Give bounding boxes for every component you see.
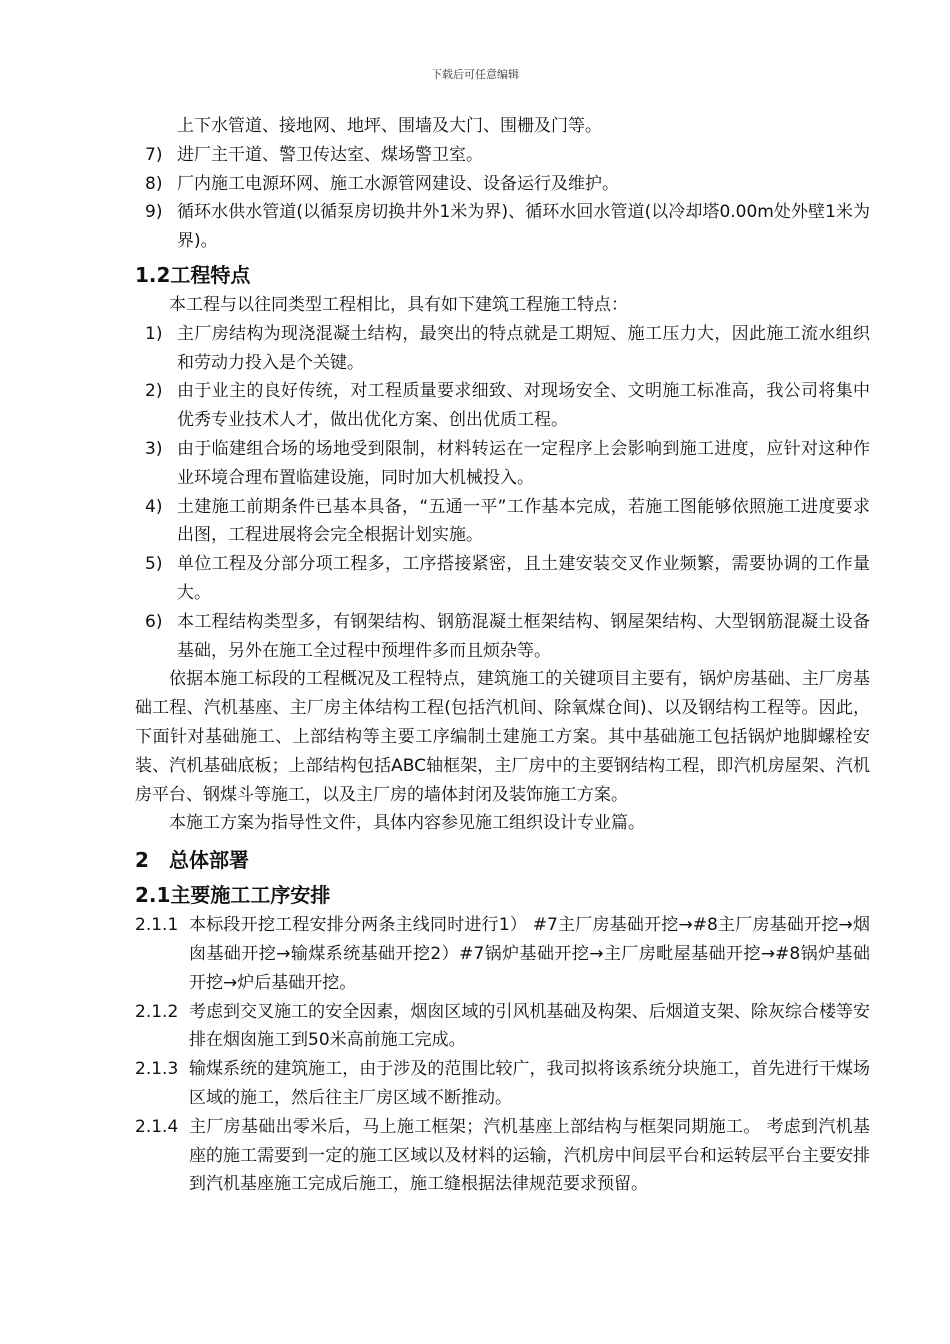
list-text: 主厂房结构为现浇混凝土结构，最突出的特点就是工期短、施工压力大，因此施工流水组织和劳动力投入是个关键。 [177, 323, 870, 373]
section-intro: 本工程与以往同类型工程相比，具有如下建筑工程施工特点： [169, 294, 628, 315]
continued-text: 上下水管道、接地网、地坪、围墙及大门、围栅及门等。 [177, 116, 602, 136]
section-number: 2 [135, 848, 149, 873]
list-text: 输煤系统的建筑施工，由于涉及的范围比较广，我司拟将该系统分块施工，首先进行干煤场区域的施工，然后往主厂房区域不断推动。 [189, 1059, 870, 1108]
list-item [135, 1055, 870, 1113]
list-item [135, 550, 870, 608]
list-text: 由于业主的良好传统，对工程质量要求细致、对现场安全、文明施工标准高，我公司将集中优秀专业技术人才，做出优化方案、创出优质工程。 [177, 381, 870, 431]
list-text: 循环水供水管道(以循泵房切换井外1米为界)、循环水回水管道(以冷却塔0.00m处外壁1米为界)。 [177, 202, 870, 252]
list-item [135, 493, 870, 551]
list-item [135, 1113, 870, 1199]
list-number: 2.1.2 [135, 1001, 179, 1022]
list-text: 土建施工前期条件已基本具备，“五通一平”工作基本完成，若施工图能够依照施工进度要求出图，工程进展将会完全根据计划实施。 [177, 496, 870, 546]
list-number: 5) [145, 554, 163, 575]
section-title: 总体部署 [169, 848, 249, 873]
page-header: 下载后可任意编辑 [431, 68, 519, 81]
list-text: 本标段开挖工程安排分两条主线同时进行1） #7主厂房基础开挖→#8主厂房基础开挖→烟囱基础开挖→输煤系统基础开挖2）#7锅炉基础开挖→主厂房毗屋基础开挖→#8锅炉基础开挖→炉后基础开挖。 [189, 915, 870, 993]
list-number: 6) [145, 611, 163, 632]
body-paragraph: 依据本施工标段的工程概况及工程特点，建筑施工的关键项目主要有，锅炉房基础、主厂房基础工程、汽机基座、主厂房主体结构工程(包括汽机间、除氧煤仓间)、以及钢结构工程等。因此，下面针对基础施工、上部结构等主要工序编制土建施工方案。其中基础施工包括锅炉地脚螺栓安装、汽机基础底板；上部结构包括ABC轴框架，主厂房中的主要钢结构工程，即汽机房屋架、汽机房平台、钢煤斗等施工，以及主厂房的墙体封闭及装饰施工方案。 [135, 669, 870, 805]
body-paragraph: 本施工方案为指导性文件，具体内容参见施工组织设计专业篇。 [169, 813, 645, 834]
list-item [135, 608, 870, 666]
list-text: 本工程结构类型多，有钢架结构、钢筋混凝土框架结构、钢屋架结构、大型钢筋混凝土设备基础，另外在施工全过程中预埋件多而且烦杂等。 [177, 611, 870, 661]
list-number: 1) [145, 323, 163, 344]
list-item [135, 377, 870, 435]
list-number: 8) [145, 173, 163, 194]
list-number: 2.1.4 [135, 1116, 179, 1137]
list-number: 2) [145, 381, 163, 402]
list-item [135, 198, 870, 256]
list-text: 主厂房基础出零米后，马上施工框架；汽机基座上部结构与框架同期施工。 考虑到汽机基座的施工需要到一定的施工区域以及材料的运输，汽机房中间层平台和运转层平台主要安排到汽机基座施工完成后施工，施工缝根据法律规范要求预留。 [189, 1116, 870, 1195]
list-item [135, 911, 870, 997]
list-number: 7) [145, 144, 163, 165]
document-body [135, 112, 870, 1199]
section-heading-2-1: 2.1主要施工工序安排 [135, 883, 331, 908]
list-text: 厂内施工电源环网、施工水源管网建设、设备运行及维护。 [177, 173, 619, 194]
list-item [135, 435, 870, 493]
section-heading-2 [135, 838, 870, 876]
list-number: 4) [145, 496, 163, 517]
list-text: 考虑到交叉施工的安全因素，烟囱区域的引风机基础及构架、后烟道支架、除灰综合楼等安排在烟囱施工到50米高前施工完成。 [189, 1001, 870, 1051]
list-number: 2.1.3 [135, 1059, 179, 1080]
list-number: 9) [145, 202, 163, 223]
list-number: 3) [145, 438, 163, 459]
list-item [135, 170, 870, 199]
list-text: 单位工程及分部分项工程多，工序搭接紧密，且土建安装交叉作业频繁，需要协调的工作量大。 [177, 554, 870, 603]
list-item [135, 141, 870, 170]
list-number: 2.1.1 [135, 915, 179, 936]
list-item [135, 998, 870, 1056]
section-heading-1-2: 1.2工程特点 [135, 262, 251, 287]
list-text: 进厂主干道、警卫传达室、煤场警卫室。 [177, 144, 483, 165]
list-text: 由于临建组合场的场地受到限制，材料转运在一定程序上会影响到施工进度，应针对这种作业环境合理布置临建设施，同时加大机械投入。 [177, 438, 870, 488]
list-item [135, 320, 870, 378]
